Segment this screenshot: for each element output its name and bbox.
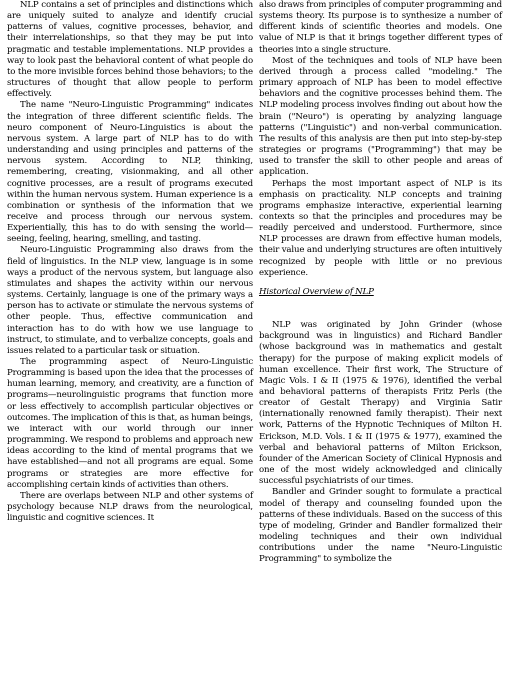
paragraph-continued-systems: also draws from principles of computer programming and systems theory. Its purpose is to synthesize a number of different kinds of scientific theories and models. One value of NLP is that it brings together different types of theories into a single structure. — [259, 0, 502, 55]
paragraph-bandler-grinder: Bandler and Grinder sought to formulate a practical model of therapy and counseling founded upon the patterns of these individuals. Based on the success of this type of modeling, Grinder and Bandler formalized their modeling techniques and their own individual contributions under the name "Neuro-Linguistic Programming" to symbolize the — [259, 487, 502, 565]
left-column — [7, 0, 253, 524]
paragraph-programming: The programming aspect of Neuro-Linguistic Programming is based upon the idea that the processes of human learning, memory, and creativity, are a function of programs—neurolinguistic programs that function more or less effectively to accomplish particular objectives or outcomes. The implication of this is that, as human beings, we interact with our world through our inner programming. We respond to problems and approach new ideas according to the kind of mental programs that we have established—and not all programs are equal. Some programs or strategies are more effective for accomplishing certain kinds of activities than others. — [7, 357, 253, 490]
paragraph-overlaps: There are overlaps between NLP and other systems of psychology because NLP draws from the neurological, linguistic and cognitive sciences. It — [7, 490, 253, 524]
right-column — [259, 0, 502, 566]
paragraph-modeling: Most of the techniques and tools of NLP have been derived through a process called "modeling." The primary approach of NLP has been to model effective behaviors and the cognitive processes behind them. The NLP modeling process involves finding out about how the brain ("Neuro") is operating by analyzing language patterns ("Linguistic") and non-verbal communication. The results of this analysis are then put into step-by-step strategies or programs ("Programming") that may be used to transfer the skill to other people and areas of application. — [259, 55, 502, 178]
paragraph-origins: NLP was originated by John Grinder (whose background was in linguistics) and Richard Bandler (whose background was in mathematics and gestalt therapy) for the purpose of making explicit models of human excellence. Their first work, The Structure of Magic Vols. I & II (1975 & 1976), identified the verbal and behavioral patterns of therapists Fritz Perls (the creator of Gestalt Therapy) and Virginia Satir (internationally renowned family therapist). Their next work, Patterns of the Hypnotic Techniques of Milton H. Erickson, M.D. Vols. I & II (1975 & 1977), examined the verbal and behavioral patterns of Milton Erickson, founder of the American Society of Clinical Hypnosis and one of the most widely acknowledged and clinically successful psychiatrists of our times. — [259, 320, 502, 487]
section-spacer — [259, 298, 502, 320]
section-heading-historical-overview: Historical Overview of NLP — [259, 286, 374, 297]
paragraph-nlp-principles: NLP contains a set of principles and distinctions which are uniquely suited to analyze and identify crucial patterns of values, cognitive processes, behavior, and their interrelationships, so that they may be put into pragmatic and testable implementations. NLP provides a way to look past the behavioral content of what people do to the more invisible forces behind those behaviors; to the structures of thought that allow people to perform effectively. — [7, 0, 253, 100]
paragraph-name-meaning: The name "Neuro-Linguistic Programming" indicates the integration of three different scientific fields. The neuro component of Neuro-Linguistics is about the nervous system. A large part of NLP has to do with understanding and using principles and patterns of the nervous system. According to NLP, thinking, remembering, creating, visionmaking, and all other cognitive processes, are a result of programs executed within the human nervous system. Human experience is a combination or synthesis of the information that we receive and process through our nervous system. Experientially, this has to do with sensing the world—seeing, feeling, hearing, smelling, and tasting. — [7, 100, 253, 245]
paragraph-linguistics: Neuro-Linguistic Programming also draws from the field of linguistics. In the NLP view, language is in some ways a product of the nervous system, but language also stimulates and shapes the activity within our nervous systems. Certainly, language is one of the primary ways a person has to activate or stimulate the nervous systems of other people. Thus, effective communication and interaction has to do with how we use language to instruct, to stimulate, and to verbalize concepts, goals and issues related to a particular task or situation. — [7, 245, 253, 356]
paragraph-practicality: Perhaps the most important aspect of NLP is its emphasis on practicality. NLP concepts and training programs emphasize interactive, experiential learning contexts so that the principles and procedures may be readily perceived and understood. Furthermore, since NLP processes are drawn from effective human models, their value and underlying structures are often intuitively recognized by people with little or no previous experience. — [259, 178, 502, 278]
section-spacer — [259, 279, 502, 287]
